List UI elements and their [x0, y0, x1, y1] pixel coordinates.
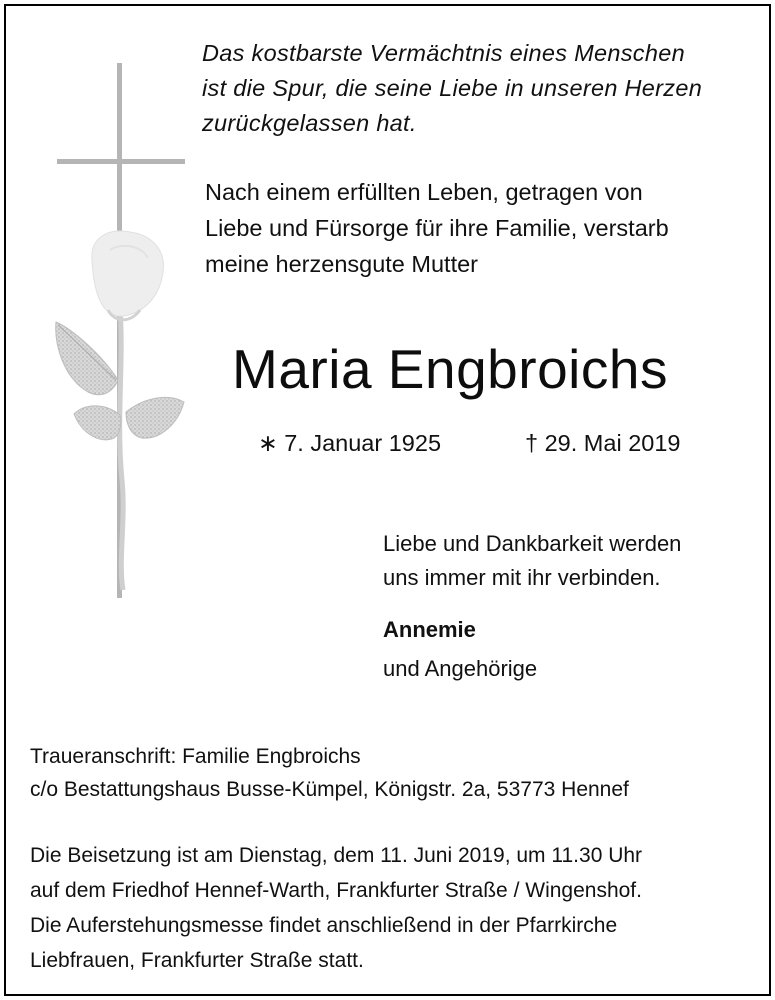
quote-line: Das kostbarste Vermächtnis eines Menschen [202, 40, 685, 66]
relatives-text: und Angehörige [383, 656, 538, 681]
quote-line: ist die Spur, die seine Liebe in unseren Herzen [202, 75, 703, 101]
burial-line: Liebfrauen, Frankfurter Straße statt. [30, 949, 364, 972]
thanks-text [383, 527, 681, 595]
birth-date: ∗ 7. Januar 1925 [258, 430, 442, 456]
thanks-line: uns immer mit ihr verbinden. [383, 565, 661, 590]
intro-line: meine herzensgute Mutter [205, 251, 479, 277]
intro-line: Liebe und Fürsorge für ihre Familie, verstarb [205, 215, 669, 241]
burial-info [30, 838, 642, 978]
mourning-address [30, 740, 629, 806]
intro-text [205, 174, 669, 282]
deceased-name: Maria Engbroichs [232, 338, 668, 400]
quote-line: zurückgelassen hat. [202, 110, 417, 136]
memorial-quote [202, 36, 702, 141]
signer-name: Annemie [383, 617, 476, 642]
address-line: c/o Bestattungshaus Busse-Kümpel, Königstr. 2a, 53773 Hennef [30, 778, 629, 801]
thanks-line: Liebe und Dankbarkeit werden [383, 531, 682, 556]
burial-line: auf dem Friedhof Hennef-Warth, Frankfurter Straße / Wingenshof. [30, 879, 642, 902]
death-date: † 29. Mai 2019 [525, 430, 681, 456]
intro-line: Nach einem erfüllten Leben, getragen von [205, 179, 643, 205]
burial-line: Die Auferstehungsmesse findet anschließend in der Pfarrkirche [30, 914, 618, 937]
address-line: Traueranschrift: Familie Engbroichs [30, 745, 361, 768]
cross-rose-graphic [50, 60, 190, 605]
burial-line: Die Beisetzung ist am Dienstag, dem 11. Juni 2019, um 11.30 Uhr [30, 844, 643, 867]
rose-icon [56, 231, 184, 590]
